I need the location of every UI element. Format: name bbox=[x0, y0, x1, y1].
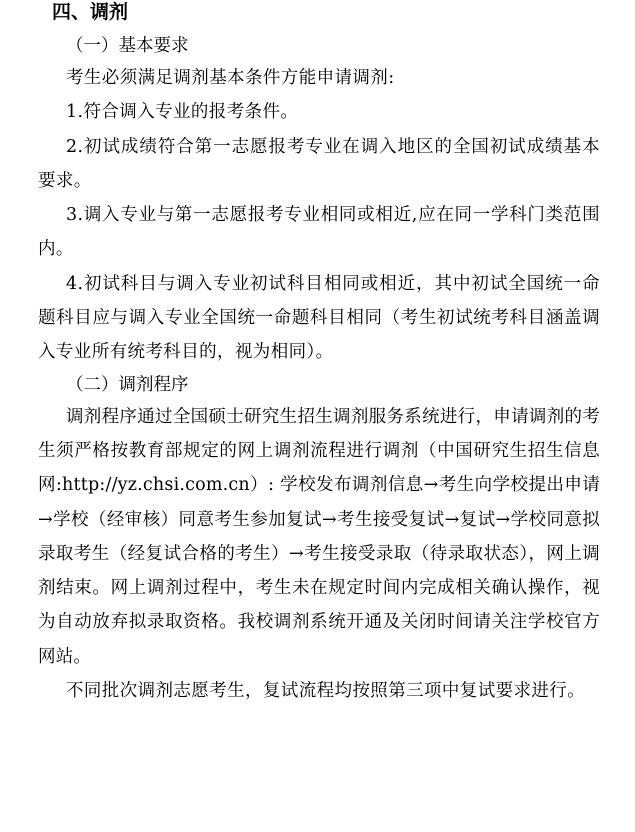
procedure-body: 调剂程序通过全国硕士研究生招生调剂服务系统进行，申请调剂的考生须严格按教育部规定的网上调剂流程进行调剂（中国研究生招生信息网:http://yz.chsi.com.cn）: 学校发布调剂信息→考生向学校提出申请→学校（经审核）同意考生参加复试→考生接受复试→复试→学校同意拟录取考生（经复试合格的考生）→考生接受录取（待录取状态），网上调剂结束。网上调剂过程中，考生未在规定时间内完成相关确认操作，视为自动放弃拟录取资格。我校调剂系统开通及关闭时间请关注学校官方网站。 bbox=[38, 406, 600, 667]
section-title: 四、调剂 bbox=[52, 1, 129, 23]
requirement-item-2: 2.初试成绩符合第一志愿报考专业在调入地区的全国初试成绩基本要求。 bbox=[38, 136, 600, 191]
subsection-title-procedure: （二）调剂程序 bbox=[66, 374, 189, 395]
document-page bbox=[38, 0, 600, 708]
requirement-item-4: 4.初试科目与调入专业初试科目相同或相近，其中初试全国统一命题科目应与调入专业全国统一命题科目相同（考生初试统考科目涵盖调入专业所有统考科目的，视为相同）。 bbox=[38, 273, 600, 363]
requirement-item-3: 3.调入专业与第一志愿报考专业相同或相近,应在同一学科门类范围内。 bbox=[38, 205, 600, 260]
subsection-title-basic-requirements: （一）基本要求 bbox=[66, 36, 189, 56]
procedure-closing: 不同批次调剂志愿考生，复试流程均按照第三项中复试要求进行。 bbox=[66, 681, 586, 702]
requirement-item-1: 1.符合调入专业的报考条件。 bbox=[66, 102, 299, 123]
requirements-intro: 考生必须满足调剂基本条件方能申请调剂: bbox=[66, 68, 395, 88]
